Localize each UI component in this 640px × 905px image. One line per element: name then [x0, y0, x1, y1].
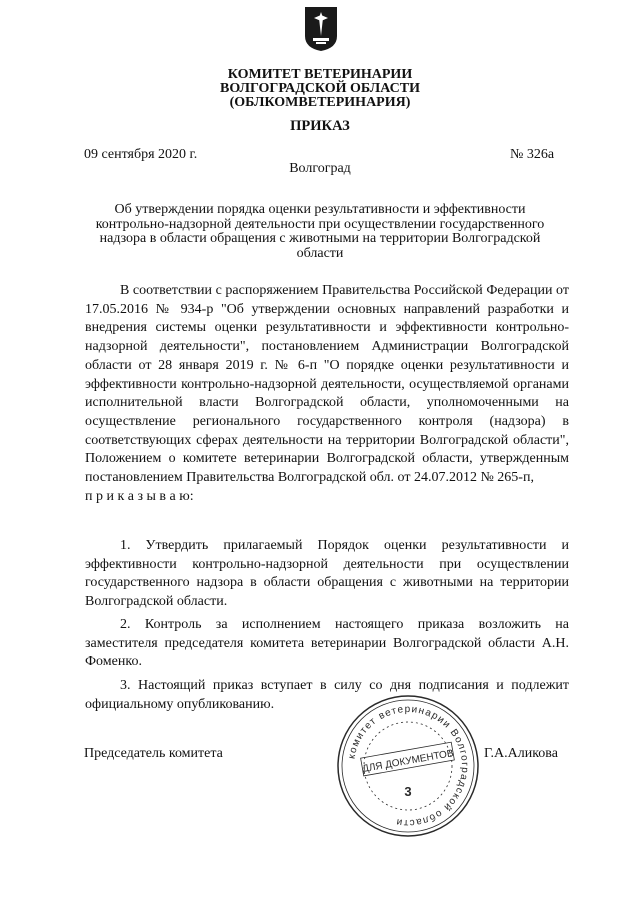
signature-name: Г.А.Аликова [484, 746, 558, 761]
svg-text:3: 3 [404, 784, 412, 799]
order-city: Волгоград [289, 161, 351, 176]
order-date: 09 сентября 2020 г. [84, 147, 198, 162]
svg-text:ДЛЯ ДОКУМЕНТОВ: ДЛЯ ДОКУМЕНТОВ [361, 748, 455, 775]
order-subject: Об утверждении порядка оценки результативности и эффективности контрольно-надзорной деятельности при осуществлении государственного надзора в области обращения с животными на территории Волгоградской области [95, 202, 545, 261]
order-item-3 [85, 677, 569, 714]
order-item-3-text: 3. Настоящий приказ вступает в силу со дня подписания и подлежит официальному опубликованию. [85, 678, 569, 712]
organization-name-line-2: ВОЛГОГРАДСКОЙ ОБЛАСТИ [220, 81, 420, 96]
signature-role: Председатель комитета [84, 746, 223, 761]
order-word: п р и к а з ы в а ю: [85, 488, 194, 504]
order-title: ПРИКАЗ [290, 118, 350, 134]
official-seal-stamp [334, 692, 482, 840]
order-item-2 [85, 616, 569, 672]
order-item-1 [85, 537, 569, 612]
organization-name-line-1: КОМИТЕТ ВЕТЕРИНАРИИ [227, 67, 413, 82]
svg-text:комитет ветеринарии Волгоградс: комитет ветеринарии Волгоградской области [346, 703, 471, 829]
order-item-1-text: 1. Утвердить прилагаемый Порядок оценки результативности и эффективности контрольно-надзорной деятельности при осуществлении государственного надзора в области обращения с животными на территории Волгоградской области. [85, 538, 569, 610]
preamble-paragraph [85, 282, 569, 506]
coat-of-arms-icon [304, 6, 338, 52]
organization-name-line-3: (ОБЛКОМВЕТЕРИНАРИЯ) [229, 95, 411, 110]
order-number: № 326а [510, 147, 555, 162]
preamble-text: В соответствии с распоряжением Правительства Российской Федерации от 17.05.2016 № 934-р "Об утверждении основных направлений разработки и внедрения системы оценки результативности и эффективности контрольно-надзорной деятельности", постановлением Администрации Волгоградской области от 28 января 2019 г. № 6-п "О порядке оценки результативности и эффективности контрольно-надзорной деятельности, осуществляемой органами исполнительной власти Волгоградской области, уполномоченными на осуществление регионального государственного контроля (надзора) в соответствующих сферах деятельности на территории Волгоградской области", Положением о комитете ветеринарии Волгоградской области, утвержденным постановлением Правительства Волгоградской обл. от 24.07.2012 № 265-п, [85, 283, 569, 486]
order-item-2-text: 2. Контроль за исполнением настоящего приказа возложить на заместителя председателя комитета ветеринарии Волгоградской области А.Н. Фоменко. [85, 617, 569, 670]
